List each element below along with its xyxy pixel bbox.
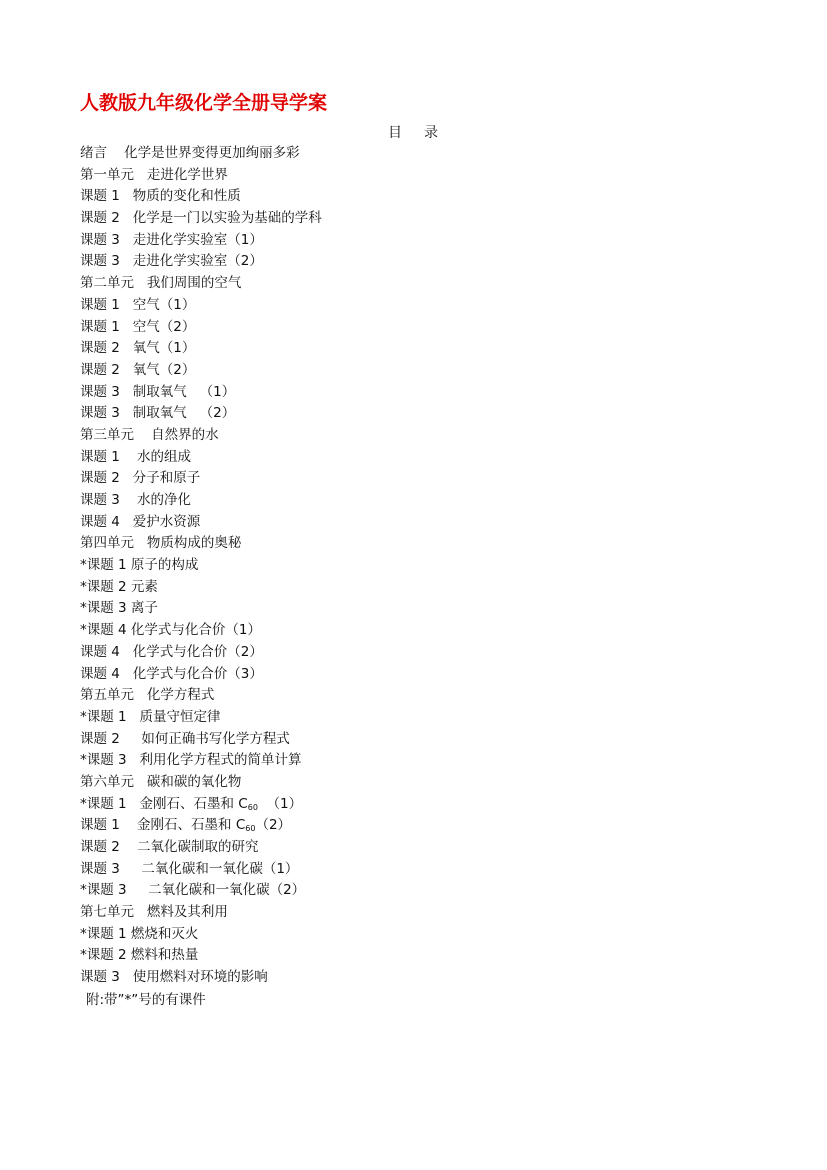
toc-entry-text: *课题 1 金刚石、石墨和 bbox=[80, 795, 239, 812]
formula-subscript: 60 bbox=[247, 802, 258, 812]
toc-entry: *课题 2 元素 bbox=[80, 578, 158, 595]
formula-subscript: 60 bbox=[245, 824, 256, 834]
toc-unit-4: 第四单元 物质构成的奥秘 bbox=[80, 535, 242, 552]
toc-entry: *课题 2 燃料和热量 bbox=[80, 947, 199, 964]
toc-entry-suffix: （1） bbox=[257, 795, 303, 812]
document-title: 人教版九年级化学全册导学案 bbox=[80, 92, 328, 114]
formula-symbol: C bbox=[238, 795, 248, 812]
toc-unit-1: 第一单元 走进化学世界 bbox=[80, 166, 228, 183]
toc-entry: 课题 1 空气（2） bbox=[80, 318, 196, 335]
toc-entry: *课题 3 二氧化碳和一氧化碳（2） bbox=[80, 882, 306, 899]
toc-unit-7: 第七单元 燃料及其利用 bbox=[80, 904, 228, 921]
toc-entry: 课题 3 使用燃料对环境的影响 bbox=[80, 969, 268, 986]
toc-entry: *课题 3 利用化学方程式的简单计算 bbox=[80, 752, 302, 769]
toc-entry-c60-1 bbox=[80, 794, 322, 816]
toc-entry: 课题 2 氧气（1） bbox=[80, 340, 196, 357]
c60-formula bbox=[238, 796, 258, 812]
toc-entry: 课题 1 水的组成 bbox=[80, 448, 192, 465]
toc-entry: 课题 3 制取氧气 （2） bbox=[80, 405, 236, 422]
toc-unit-2: 第二单元 我们周围的空气 bbox=[80, 275, 242, 292]
toc-entry: 课题 4 爱护水资源 bbox=[80, 513, 201, 530]
toc-unit-5: 第五单元 化学方程式 bbox=[80, 687, 215, 704]
toc-entry: 课题 3 水的净化 bbox=[80, 492, 192, 508]
toc-entry: 课题 2 氧气（2） bbox=[80, 361, 196, 378]
toc-entry: 课题 2 分子和原子 bbox=[80, 470, 201, 487]
toc-entry: 课题 2 化学是一门以实验为基础的学科 bbox=[80, 210, 322, 227]
toc-entry: 课题 3 二氧化碳和一氧化碳（1） bbox=[80, 860, 299, 877]
toc-entry-c60-2 bbox=[80, 815, 322, 837]
formula-symbol: C bbox=[235, 817, 246, 834]
toc-entry: *课题 3 离子 bbox=[80, 600, 158, 617]
toc-entry: 课题 1 空气（1） bbox=[80, 296, 196, 313]
toc-entry: *课题 4 化学式与化合价（1） bbox=[80, 622, 262, 639]
toc-entry: *课题 1 燃烧和灭火 bbox=[80, 925, 199, 942]
toc-heading: 目录 bbox=[388, 125, 460, 141]
toc-entry: 课题 3 制取氧气 （1） bbox=[80, 383, 236, 400]
footnote: 附:带”*”号的有课件 bbox=[86, 992, 206, 1008]
toc-entry: *课题 1 质量守恒定律 bbox=[80, 708, 221, 725]
toc-entry: 课题 4 化学式与化合价（3） bbox=[80, 665, 263, 682]
toc-unit-3: 第三单元 自然界的水 bbox=[80, 426, 219, 443]
c60-formula bbox=[236, 817, 256, 833]
toc-entry: 课题 3 走进化学实验室（2） bbox=[80, 253, 263, 270]
toc-unit-6: 第六单元 碳和碳的氧化物 bbox=[80, 773, 242, 790]
toc-entry-suffix: （2） bbox=[255, 817, 292, 834]
toc-entry: 课题 2 二氧化碳制取的研究 bbox=[80, 839, 259, 855]
table-of-contents bbox=[80, 143, 322, 989]
toc-entry: 课题 4 化学式与化合价（2） bbox=[80, 643, 263, 660]
toc-entry-preface: 绪言 化学是世界变得更加绚丽多彩 bbox=[80, 145, 300, 161]
toc-entry-text: 课题 1 金刚石、石墨和 bbox=[80, 817, 236, 834]
toc-entry: *课题 1 原子的构成 bbox=[80, 557, 199, 574]
toc-entry: 课题 1 物质的变化和性质 bbox=[80, 188, 241, 205]
toc-entry: 课题 3 走进化学实验室（1） bbox=[80, 231, 263, 248]
toc-entry: 课题 2 如何正确书写化学方程式 bbox=[80, 730, 290, 747]
